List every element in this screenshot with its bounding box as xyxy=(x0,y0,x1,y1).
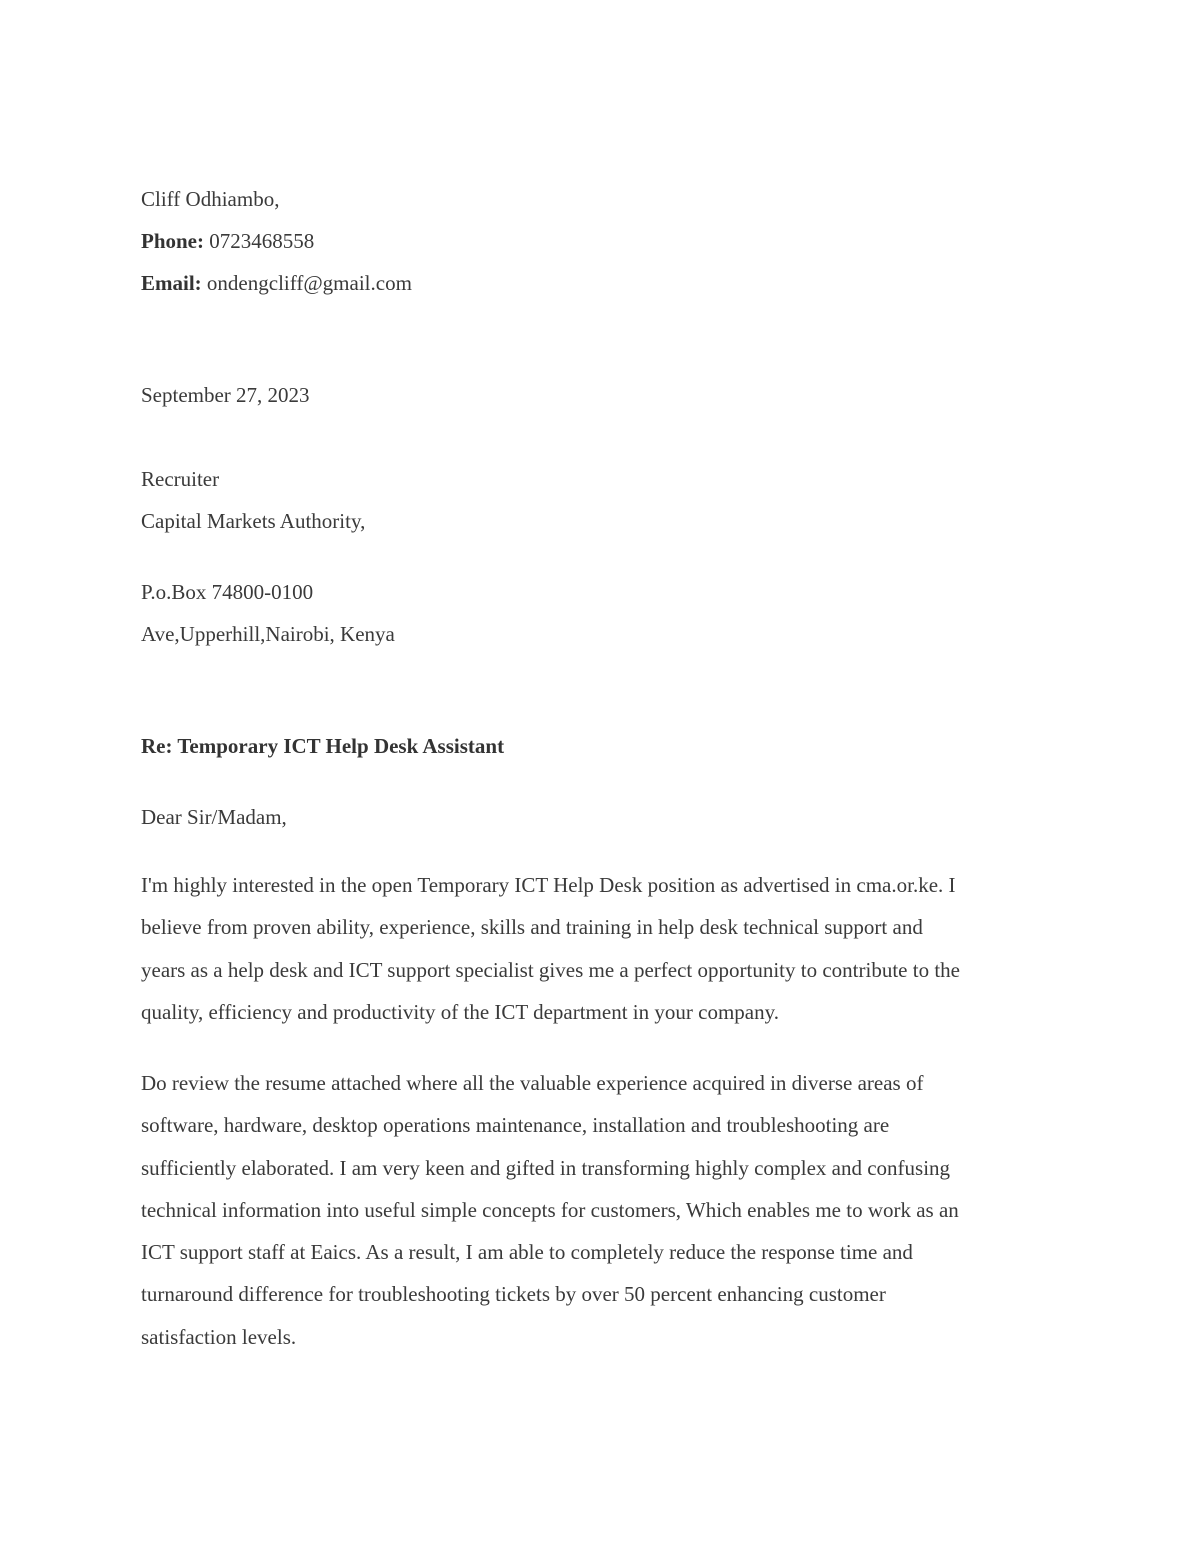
paragraph-line: software, hardware, desktop operations maintenance, installation and troubleshooting are xyxy=(141,1113,890,1138)
paragraph-line: ICT support staff at Eaics. As a result, I am able to completely reduce the response time and xyxy=(141,1240,913,1265)
paragraph-line: turnaround difference for troubleshooting tickets by over 50 percent enhancing customer xyxy=(141,1282,886,1307)
paragraph-line: quality, efficiency and productivity of the ICT department in your company. xyxy=(141,999,779,1024)
phone-value: 0723468558 xyxy=(209,229,315,253)
paragraph-line: technical information into useful simple concepts for customers, Which enables me to work as an xyxy=(141,1197,959,1222)
body-paragraph-2 xyxy=(141,1062,1066,1358)
paragraph-line: believe from proven ability, experience, skills and training in help desk technical support and xyxy=(141,915,923,940)
paragraph-line: satisfaction levels. xyxy=(141,1324,297,1349)
email-label: Email: xyxy=(141,271,202,295)
paragraph-line: Do review the resume attached where all the valuable experience acquired in diverse areas of xyxy=(141,1071,924,1095)
letter-salutation: Dear Sir/Madam, xyxy=(141,805,287,829)
recipient-address: Ave,Upperhill,Nairobi, Kenya xyxy=(141,622,395,646)
letter-date: September 27, 2023 xyxy=(141,383,310,407)
sender-name: Cliff Odhiambo, xyxy=(141,187,280,211)
body-paragraph-1 xyxy=(141,864,1066,1033)
letter-subject: Re: Temporary ICT Help Desk Assistant xyxy=(141,734,505,758)
paragraph-line: sufficiently elaborated. I am very keen and gifted in transforming highly complex and confusing xyxy=(141,1155,951,1180)
recipient-title: Recruiter xyxy=(141,467,220,491)
recipient-po-box: P.o.Box 74800-0100 xyxy=(141,580,314,604)
phone-label: Phone: xyxy=(141,229,204,253)
sender-email-line xyxy=(141,270,412,296)
email-value: ondengcliff@gmail.com xyxy=(206,271,412,295)
paragraph-line: years as a help desk and ICT support specialist gives me a perfect opportunity to contribute to the xyxy=(141,957,960,982)
paragraph-line: I'm highly interested in the open Temporary ICT Help Desk position as advertised in cma.or.ke. I xyxy=(141,873,956,897)
recipient-company: Capital Markets Authority, xyxy=(141,509,366,533)
sender-phone-line xyxy=(141,228,314,254)
